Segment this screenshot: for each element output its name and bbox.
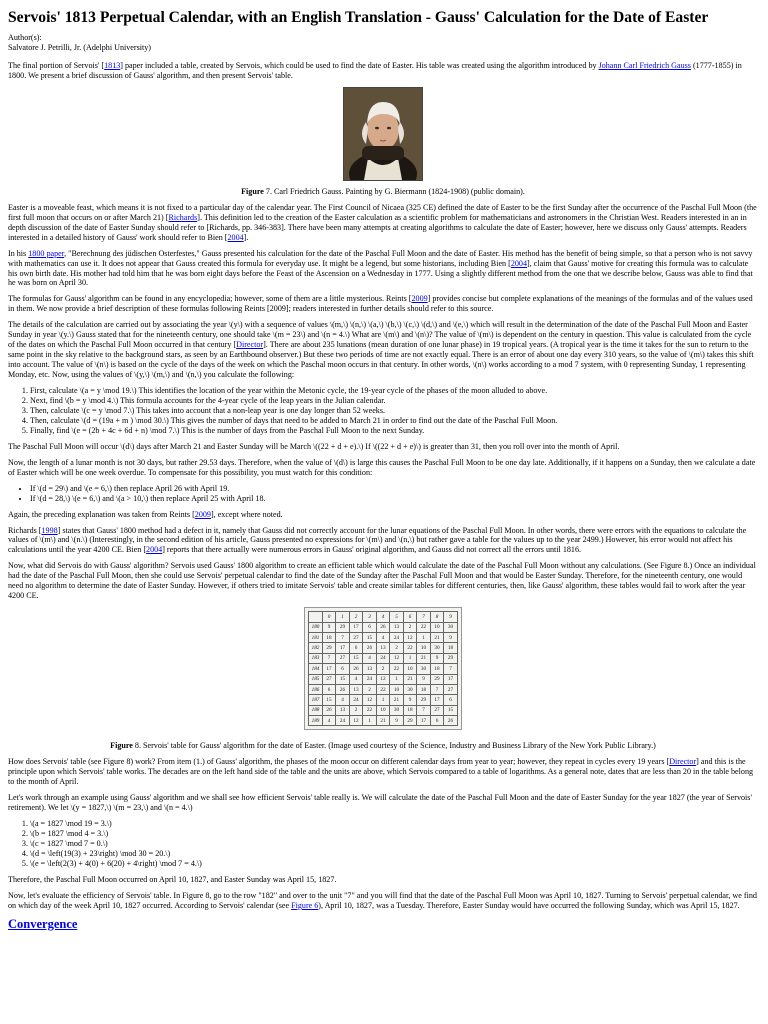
figure-7 <box>8 87 758 181</box>
table-cell: 21 <box>430 632 444 642</box>
figure-6-link[interactable]: Figure 6 <box>291 900 319 910</box>
figure-8 <box>8 607 758 735</box>
details-paragraph <box>8 320 758 380</box>
table-cell: 26 <box>322 705 336 715</box>
text: In his <box>8 248 29 258</box>
table-header-cell: 8 <box>430 612 444 622</box>
table-cell: 9 <box>417 674 431 684</box>
table-cell: 26 <box>376 622 390 632</box>
table-cell: 10 <box>417 643 431 653</box>
table-cell: 10 <box>390 684 404 694</box>
table-cell: 13 <box>390 622 404 632</box>
march-paragraph: The Paschal Full Moon will occur \(d\) days after March 21 and Easter Sunday will be March \((22 + d + e).\) If \((22 + d + e)\) is greater than 31, then you roll over into the month of April. <box>8 441 620 451</box>
table-cell: 18 <box>417 684 431 694</box>
table-cell: 13 <box>336 705 350 715</box>
table-cell: 29 <box>336 622 350 632</box>
gauss-link[interactable]: Johann Carl Friedrich Gauss <box>598 60 691 70</box>
table-cell: 27 <box>430 705 444 715</box>
table-cell: 21 <box>376 716 390 726</box>
table-row <box>309 653 458 663</box>
list-item: 1. \(a = 1827 \mod 19 = 3.\) <box>30 819 758 829</box>
table-cell: 1 <box>403 653 417 663</box>
table-cell: 22 <box>376 684 390 694</box>
servois-table-image <box>304 607 462 730</box>
list-item: 5. \(e = \left(2(3) + 4(0) + 6(20) + 4\right) \mod 7 = 4.\) <box>30 859 758 869</box>
author-name: Salvatore J. Petrilli, Jr. (Adelphi University) <box>8 42 151 52</box>
table-cell: 9 <box>430 653 444 663</box>
intro-paragraph <box>8 61 758 81</box>
example-paragraph: Let's work through an example using Gauss' algorithm and we shall see how efficient Servois' table really is. We will calculate the date of the Paschal Full Moon and the date of Easter Sunday for the year 1827 (the year of Servois' retirement). We let \(y = 1827,\) \(m = 23,\) and \(n = 4.\) <box>8 793 752 813</box>
richards-paragraph <box>8 526 758 556</box>
gauss-portrait-image <box>343 87 423 181</box>
text: ] paper included a table, created by Servois, which could be used to find the date of Easter. His table was created using the algorithm introduced by <box>120 60 599 70</box>
table-cell: 26 <box>363 643 377 653</box>
table-cell: 1 <box>363 716 377 726</box>
example-steps-list <box>8 819 758 869</box>
figure-8-caption <box>8 741 758 751</box>
table-cell: 7 <box>322 653 336 663</box>
table-cell: 7 <box>444 664 458 674</box>
text: ]. This definition led to the creation of the Easter calculation as a scientific problem for mathematicians and astronomers in the Christian West. Readers interested in an in depth discussion of the date of Easter Sunday should refer to [Richards, pp. 346-383]. There have been many attempts at creating algorithms to calculate the date of Easter; however, here we discuss only Gauss' attempts. Readers interested in a detailed history of Gauss' work should refer to Bien [ <box>8 212 747 242</box>
table-cell: 30 <box>430 643 444 653</box>
table-row <box>309 684 458 694</box>
table-cell: 6 <box>349 643 363 653</box>
table-cell: 29 <box>403 716 417 726</box>
table-cell: 13 <box>376 643 390 653</box>
table-cell: 29 <box>322 643 336 653</box>
table-cell: 17 <box>336 643 350 653</box>
table-cell: 18 <box>430 664 444 674</box>
table-cell: 26 <box>444 716 458 726</box>
text: ]. There are about 235 lunations (mean duration of one lunar phase) in 19 tropical years. (A tropical year is the time it takes for the sun to return to the same point in the sky relative to the background stars, as seen by an Earthbound observer.) But these two periods of time are not exactly equal. There is an error of about one day every 310 years, so the value of \(m\) takes this shift into account. The value of \(n\) is based on the cycle of the days of the week on which the Paschal moon occurs in that century. In other words, \(n\) works according to a mod 7 system, with 0 representing Sunday, 1 representing Monday, etc. Now, using the values of \(y,\) \(m,\) and \(n,\) you calculate the following: <box>8 340 754 380</box>
table-cell: 1 <box>376 695 390 705</box>
table-row <box>309 716 458 726</box>
table-cell: 9 <box>390 716 404 726</box>
table-header-cell: 3 <box>363 612 377 622</box>
easter-paragraph <box>8 203 758 243</box>
table-row <box>309 705 458 715</box>
text: Easter is a moveable feast, which means it is not fixed to a particular day of the calendar year. The First Council of Nicaea (325 CE) defined the date of Easter to be the first Sunday after the occurrence of the Paschal Full Moon (the first full moon that occurs on or after March 21) [ <box>8 202 757 222</box>
table-cell: 24 <box>363 674 377 684</box>
table-cell: 17 <box>322 664 336 674</box>
table-cell: 15 <box>363 632 377 642</box>
table-cell: 187 <box>309 695 323 705</box>
caption-text: 8. Servois' table for Gauss' algorithm for the date of Easter. (Image used courtesy of the Science, Industry and Business Library of the New York Public Library.) <box>132 741 656 751</box>
table-cell: 12 <box>376 674 390 684</box>
table-cell: 24 <box>336 716 350 726</box>
table-cell: 15 <box>444 705 458 715</box>
table-cell: 4 <box>363 653 377 663</box>
text: ], claim that Gauss' motive for creating this formula was to calculate his own birth date. His mother had told him that he was born eight days before the Feast of the Ascension on a Wednesday in 1777. Using a slightly different method from the one that we describe below, Gauss was able to find that he was born on April 30. <box>8 258 753 288</box>
conditions-list <box>8 484 758 504</box>
table-cell: 181 <box>309 632 323 642</box>
citation-link[interactable]: Richards <box>168 212 198 222</box>
table-cell: 10 <box>376 705 390 715</box>
table-cell: 24 <box>349 695 363 705</box>
figure-label: Figure <box>110 741 133 751</box>
table-cell: 13 <box>349 684 363 694</box>
text: Again, the preceding explanation was taken from Reints [ <box>8 509 195 519</box>
text: ] reports that there actually were numerous errors in Gauss' original algorithm, and Gauss did not correct all the errors until 1816. <box>162 545 582 555</box>
table-cell: 29 <box>430 674 444 684</box>
text: ] and this is the principle upon which Servois' table works. The decades are on the left hand side of the table and the units are above, which Servois compared to a table of logarithms. As a general note, dates that are less than 20 in the table belong to the month of April. <box>8 757 754 787</box>
table-row <box>309 664 458 674</box>
table-cell: 15 <box>322 695 336 705</box>
table-cell: 27 <box>336 653 350 663</box>
table-header-cell: 7 <box>417 612 431 622</box>
table-cell: 22 <box>417 622 431 632</box>
paper-link[interactable]: 1800 paper <box>28 248 65 258</box>
table-cell: 6 <box>363 622 377 632</box>
table-cell: 21 <box>417 653 431 663</box>
text: The formulas for Gauss' algorithm can be found in any encyclopedia; however, some of them are a little mysterious. Reints [ <box>8 294 412 304</box>
citation-link[interactable]: 1998 <box>41 525 58 535</box>
table-cell: 7 <box>336 632 350 642</box>
table-cell: 27 <box>322 674 336 684</box>
article <box>8 8 758 932</box>
text: Richards [ <box>8 525 42 535</box>
table-cell: 2 <box>363 684 377 694</box>
table-cell: 6 <box>336 664 350 674</box>
table-row <box>309 632 458 642</box>
table-cell: 30 <box>403 684 417 694</box>
table-header-cell: 9 <box>444 612 458 622</box>
table-header-cell: 2 <box>349 612 363 622</box>
figure-7-caption <box>8 187 758 197</box>
table-cell: 17 <box>417 716 431 726</box>
table-header-cell <box>309 612 323 622</box>
table-cell: 182 <box>309 643 323 653</box>
table-cell: 12 <box>363 695 377 705</box>
citation-link[interactable]: 2009 <box>411 294 428 304</box>
text: ] states that Gauss' 1800 method had a defect in it, namely that Gauss did not correctly account for the lunar equations of the Paschal Full Moon. In other words, there were errors with the equations to calculate the values of \(m\) and \(n.\) (Interestingly, in the second edition of his article, Gauss presented no expressions for \(m\) and \(n,\) but rather gave a table for the values up to the year 2499.) However, his error would not affect his calculations until the year 4200 CE. Bien [ <box>8 525 747 555</box>
table-cell: 180 <box>309 622 323 632</box>
servois-paragraph: Now, what did Servois do with Gauss' algorithm? Servois used Gauss' 1800 algorithm to create an efficient table which would calculate the date of the Paschal Full Moon without any calculations. (See Figure 8.) Once an individual had the date of the Paschal Full Moon, then she could use Servois' perpetual calendar to find the date of the Sunday after the Paschal Full Moon and that would be Easter Sunday. Therefore, for the nineteenth century, one would need no algorithm to determine the date of Easter Sunday. However, if others tried to imitate Servois' table and create similar tables for different centuries, then, like Gauss' algorithm, these tables would fail to work after the year 4200 CE. <box>8 561 756 601</box>
text: ]. <box>243 232 249 242</box>
table-header-row <box>309 612 458 622</box>
table-cell: 22 <box>363 705 377 715</box>
figure-label: Figure <box>241 186 264 196</box>
table-cell: 29 <box>444 653 458 663</box>
table-header-cell: 4 <box>376 612 390 622</box>
table-cell: 10 <box>403 664 417 674</box>
table-cell: 22 <box>403 643 417 653</box>
table-header-cell: 6 <box>403 612 417 622</box>
table-cell: 18 <box>322 632 336 642</box>
table-cell: 4 <box>336 695 350 705</box>
table-cell: 30 <box>417 664 431 674</box>
text: (1777-1855) in 1800. We present a brief discussion of Gauss' algorithm, and then present Servois' table. <box>8 60 742 80</box>
table-cell: 9 <box>444 632 458 642</box>
citation-link[interactable]: 2009 <box>194 509 211 519</box>
table-cell: 22 <box>390 664 404 674</box>
algorithm-steps-list <box>8 386 758 436</box>
list-item: 5. Finally, find \(e = (2b + 4c + 6d + n) \mod 7.\) This is the number of days from the Paschal Full Moon to the next Sunday. <box>30 426 758 436</box>
table-cell: 18 <box>444 643 458 653</box>
caption-text: 7. Carl Friedrich Gauss. Painting by G. Biermann (1824-1908) (public domain). <box>263 186 525 196</box>
table-cell: 24 <box>376 653 390 663</box>
next-section-link[interactable]: Convergence <box>8 916 78 931</box>
table-row <box>309 695 458 705</box>
page-title: Servois' 1813 Perpetual Calendar, with an English Translation - Gauss' Calculation for the Date of Easter <box>8 9 709 26</box>
list-item: 2. Next, find \(b = y \mod 4.\) This formula accounts for the 4-year cycle of the leap years in the Julian calendar. <box>30 396 758 406</box>
table-row <box>309 643 458 653</box>
table-header-cell: 0 <box>322 612 336 622</box>
list-item: • If \(d = 29\) and \(e = 6,\) then replace April 26 with April 19. <box>30 484 758 494</box>
table-cell: 189 <box>309 716 323 726</box>
text: The final portion of Servois' [ <box>8 60 105 70</box>
citation-link[interactable]: 2004 <box>146 545 163 555</box>
citation-link[interactable]: Director <box>236 340 264 350</box>
next-section-heading <box>8 917 758 932</box>
table-cell: 6 <box>322 684 336 694</box>
table-cell: 15 <box>336 674 350 684</box>
table-cell: 17 <box>444 674 458 684</box>
therefore-paragraph: Therefore, the Paschal Full Moon occurred on April 10, 1827, and Easter Sunday was April 15, 1827. <box>8 874 337 884</box>
table-cell: 9 <box>322 622 336 632</box>
citation-link[interactable]: 2004 <box>227 232 244 242</box>
table-cell: 7 <box>430 684 444 694</box>
table-cell: 1 <box>390 674 404 684</box>
text: ), April 10, 1827, was a Tuesday. Therefore, Easter Sunday would have occurred the following Sunday, which was April 15, 1827. <box>318 900 740 910</box>
list-item: • If \(d = 28,\) \(e = 6,\) and \(a > 10,\) then replace April 25 with April 18. <box>30 494 758 504</box>
table-cell: 12 <box>403 632 417 642</box>
table-cell: 185 <box>309 674 323 684</box>
table-cell: 13 <box>363 664 377 674</box>
citation-link[interactable]: 2004 <box>510 258 527 268</box>
list-item: 4. \(d = \left(19(3) + 23\right) \mod 30 = 20.\) <box>30 849 758 859</box>
efficiency-paragraph <box>8 891 758 911</box>
table-cell: 17 <box>349 622 363 632</box>
text: The details of the calculation are carried out by associating the year \(y\) with a sequence of values \(m,\) \(n,\) \(a,\) \(b,\) \(c,\) \(d,\) and \(e,\) which will result in the determination of the date of the Paschal Full Moon and Easter Sunday in year \(y.\) Gauss stated that for the nineteenth century, one should take \(m = 23\) and \(n = 4.\) What are \(m\) and \(n\)? The value of \(m\) is dependent on the century in question. This value is calculated from the cycle of the dates on which the Paschal Full Moon occurred in that century [ <box>8 320 752 350</box>
table-cell: 1 <box>417 632 431 642</box>
citation-link[interactable]: 1813 <box>104 60 121 70</box>
list-item: 1. First, calculate \(a = y \mod 19.\) This identifies the location of the year within the Metonic cycle, the 19-year cycle of the phases of the moon alluded to above. <box>30 386 758 396</box>
table-cell: 15 <box>349 653 363 663</box>
table-cell: 30 <box>444 622 458 632</box>
table-cell: 26 <box>349 664 363 674</box>
text: , "Berechnung des jüdischen Osterfestes," Gauss presented his calculation for the date of the Paschal Full Moon and the date of Easter. His method has the benefit of being simple, so that a person who is not savvy with mathematics can use it. It does not appear that Gauss created this formula for everyday use. It might be a legend, but some historians, including Bien [ <box>8 248 753 268</box>
gauss-1800-paragraph <box>8 249 758 289</box>
list-item: 2. \(b = 1827 \mod 4 = 3.\) <box>30 829 758 839</box>
table-cell: 27 <box>444 684 458 694</box>
citation-link[interactable]: Director <box>669 757 697 767</box>
table-row <box>309 674 458 684</box>
how-paragraph <box>8 757 758 787</box>
table-cell: 30 <box>390 705 404 715</box>
text: Now, let's evaluate the efficiency of Servois' table. In Figure 8, go to the row "182" and over to the unit "7" and you will find that the date of the Paschal Full Moon was April 10, 1827. Turning to Servois' perpetual calendar, we find on which day of the week April 10, 1827 occurred. According to Servois' calendar (see <box>8 890 757 910</box>
table-cell: 18 <box>403 705 417 715</box>
table-cell: 2 <box>403 622 417 632</box>
table-header-cell: 1 <box>336 612 350 622</box>
authors-label: Author(s): <box>8 33 42 43</box>
table-cell: 6 <box>430 716 444 726</box>
table-cell: 184 <box>309 664 323 674</box>
table-cell: 21 <box>390 695 404 705</box>
table-cell: 2 <box>349 705 363 715</box>
list-item: 3. \(c = 1827 \mod 7 = 0.\) <box>30 839 758 849</box>
table-cell: 186 <box>309 684 323 694</box>
table-cell: 4 <box>322 716 336 726</box>
text: ], except where noted. <box>210 509 283 519</box>
formulas-paragraph <box>8 294 758 314</box>
table-cell: 27 <box>349 632 363 642</box>
table-cell: 29 <box>417 695 431 705</box>
lunar-month-paragraph: Now, the length of a lunar month is not 30 days, but rather 29.53 days. Therefore, when the value of \(d\) is large this causes the Paschal Full Moon to be one day late. Additionally, if it happens on a Sunday, then we calculate a date of Easter which will be one week overdue. To compensate for this possibility, you must watch for this condition: <box>8 457 756 477</box>
list-item: 4. Then, calculate \(d = (19a + m ) \mod 30.\) This gives the number of days that need to be added to March 21 in order to find out the date of the Paschal Full Moon. <box>30 416 758 426</box>
table-cell: 188 <box>309 705 323 715</box>
table-cell: 21 <box>403 674 417 684</box>
table-cell: 2 <box>390 643 404 653</box>
table-cell: 183 <box>309 653 323 663</box>
table-cell: 6 <box>444 695 458 705</box>
table-cell: 2 <box>376 664 390 674</box>
text: How does Servois' table (see Figure 8) work? From item (1.) of Gauss' algorithm, the phases of the moon occur on different calendar days from year to year; however, they repeat in cycles every 19 years [ <box>8 757 670 767</box>
table-cell: 4 <box>349 674 363 684</box>
table-cell: 12 <box>349 716 363 726</box>
table-cell: 10 <box>430 622 444 632</box>
table-cell: 17 <box>430 695 444 705</box>
servois-table <box>308 611 458 726</box>
list-item: 3. Then, calculate \(c = y \mod 7.\) This takes into account that a non-leap year is one day longer than 52 weeks. <box>30 406 758 416</box>
again-paragraph <box>8 510 758 520</box>
table-cell: 12 <box>390 653 404 663</box>
table-cell: 9 <box>403 695 417 705</box>
table-header-cell: 5 <box>390 612 404 622</box>
table-cell: 24 <box>390 632 404 642</box>
text: ] provides concise but complete explanations of the meanings of the formulas and of the values used in them. We now provide a brief description of these formulas following Reints [2009]; readers interested in further details should refer to this source. <box>8 294 753 314</box>
table-cell: 7 <box>417 705 431 715</box>
table-cell: 4 <box>376 632 390 642</box>
table-row <box>309 622 458 632</box>
table-cell: 26 <box>336 684 350 694</box>
